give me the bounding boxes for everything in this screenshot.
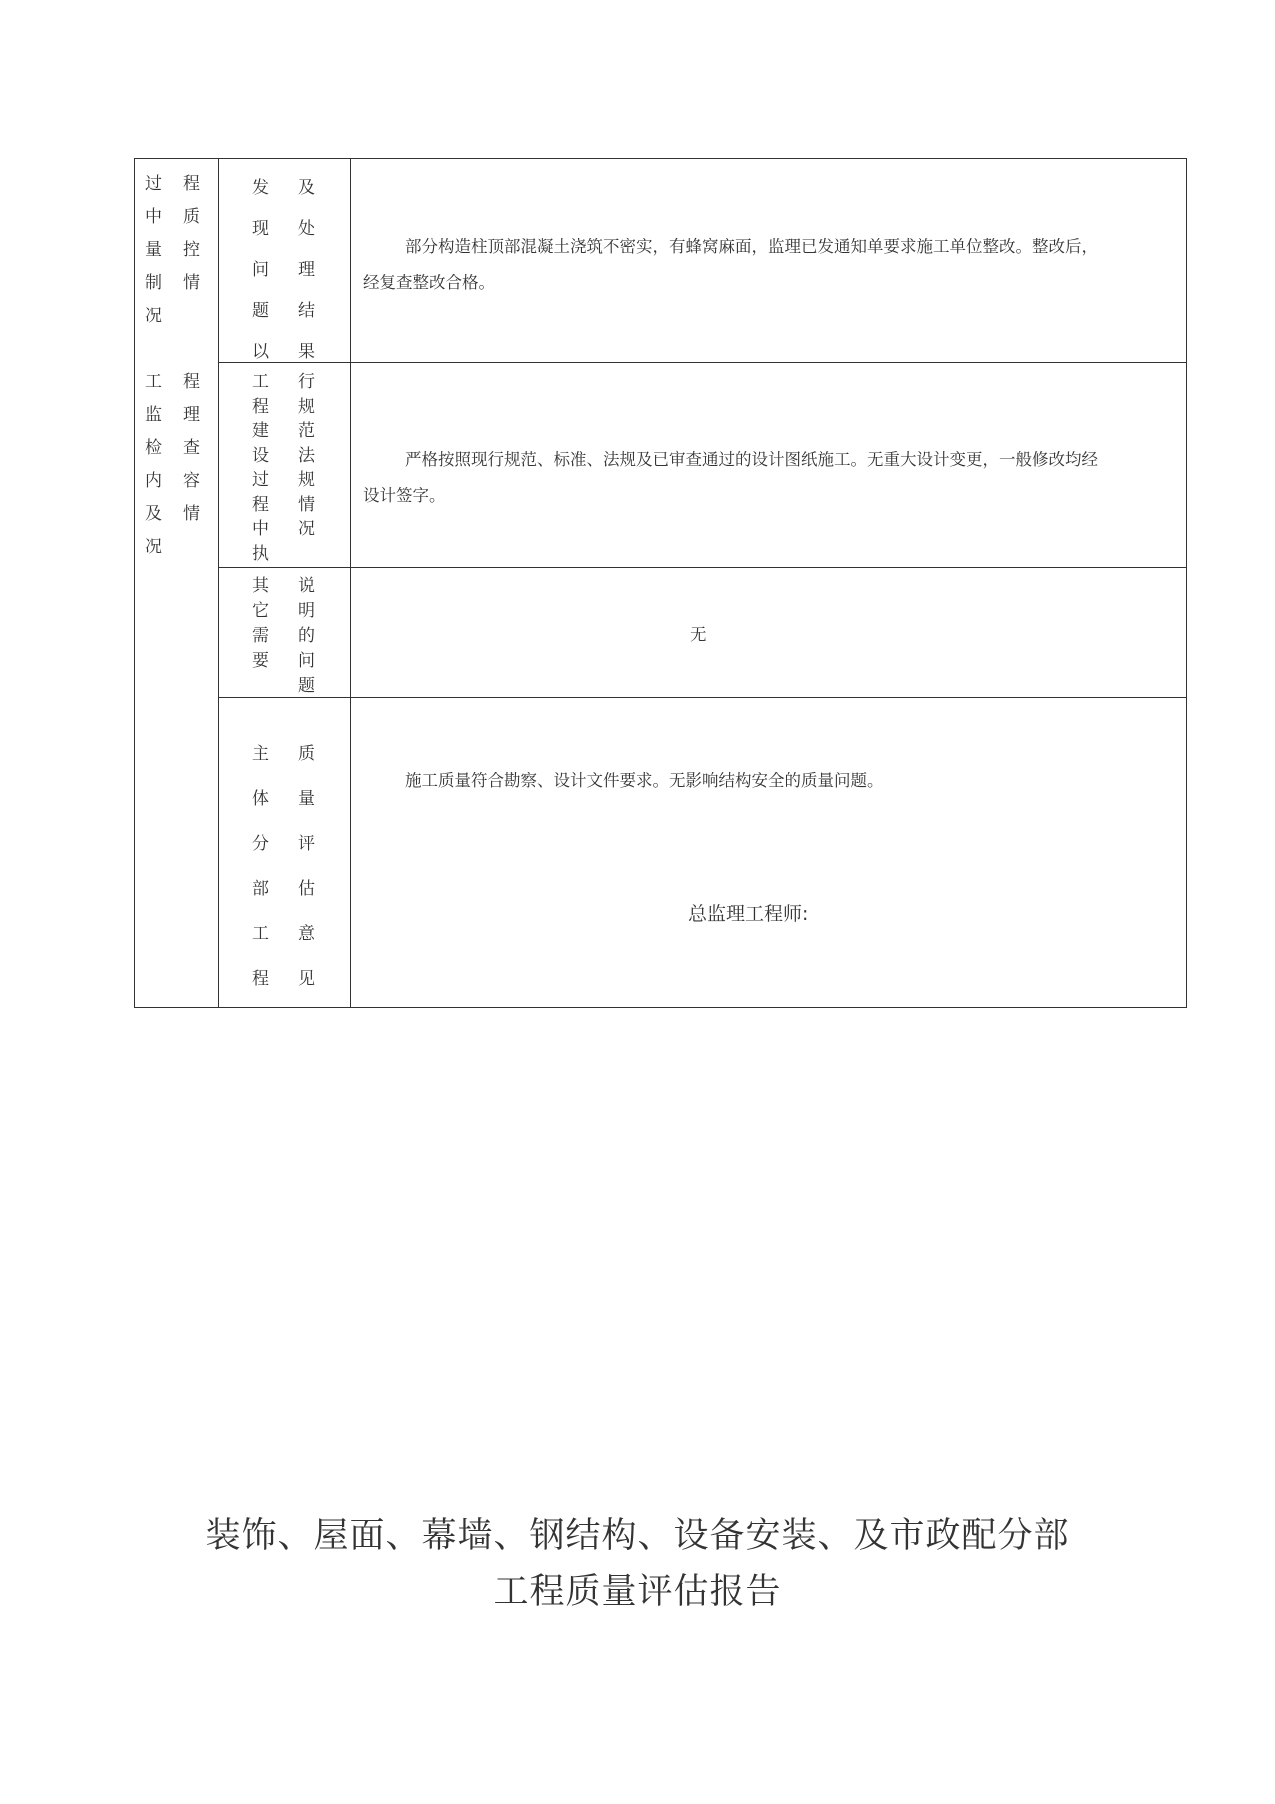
vertical-label-char: 行 — [298, 372, 315, 392]
vertical-label-char: 意 — [298, 924, 315, 944]
vertical-label-char: 题 — [298, 676, 315, 696]
vertical-label-char: 控 — [183, 240, 200, 260]
quality-table — [134, 158, 1187, 1008]
vertical-label-char: 内 — [145, 471, 162, 491]
vertical-label-char: 工 — [252, 372, 269, 392]
vertical-label-char: 中 — [145, 207, 162, 227]
vertical-label-char: 法 — [298, 445, 315, 466]
vertical-label-char: 情 — [298, 494, 315, 515]
vertical-label-char: 需 — [252, 626, 269, 646]
vertical-label-char: 情 — [183, 504, 200, 524]
vertical-label-char: 中 — [252, 519, 269, 539]
vertical-label-char: 题 — [252, 301, 269, 321]
vertical-label-char: 评 — [298, 834, 315, 854]
vertical-label-char: 量 — [145, 240, 162, 260]
chief-supervisor-signature-label: 总监理工程师: — [688, 903, 809, 925]
vertical-label-char: 容 — [183, 471, 200, 491]
vertical-label-char: 发 — [252, 178, 269, 198]
table-divider — [218, 567, 1186, 568]
vertical-label-char: 程 — [252, 396, 269, 417]
vertical-label-char: 程 — [252, 494, 269, 515]
vertical-label-char: 况 — [145, 537, 162, 557]
vertical-label-char: 及 — [298, 178, 315, 198]
vertical-label-char: 问 — [252, 260, 269, 280]
vertical-label-char: 理 — [298, 260, 315, 280]
table-divider — [218, 159, 219, 1007]
vertical-label-char: 工 — [145, 372, 162, 392]
vertical-label-char: 部 — [252, 879, 269, 899]
vertical-label-char: 结 — [298, 301, 315, 321]
row1-content: 部分构造柱顶部混凝土浇筑不密实，有蜂窝麻面，监理已发通知单要求施工单位整改。整改后，经复查整改合格。 — [363, 237, 1098, 292]
vertical-label-char: 要 — [252, 651, 269, 671]
vertical-label-char: 设 — [252, 445, 269, 466]
vertical-label-char: 查 — [183, 438, 200, 458]
vertical-label-char: 况 — [298, 519, 315, 539]
row2-content: 严格按照现行规范、标准、法规及已审查通过的设计图纸施工。无重大设计变更，一般修改均经设计签字。 — [363, 450, 1098, 505]
vertical-label-char: 以 — [252, 342, 269, 362]
vertical-label-char: 过 — [145, 174, 162, 194]
vertical-label-char: 质 — [183, 207, 200, 227]
vertical-label-char: 情 — [183, 273, 200, 293]
vertical-label-char: 过 — [252, 470, 269, 490]
vertical-label-char: 建 — [252, 421, 269, 441]
vertical-label-char: 体 — [252, 789, 269, 809]
vertical-label-char: 规 — [298, 470, 315, 490]
vertical-label-char: 其 — [252, 576, 269, 596]
vertical-label-char: 主 — [252, 744, 269, 764]
vertical-label-char: 质 — [298, 744, 315, 764]
vertical-label-char: 的 — [298, 626, 315, 646]
vertical-label-char: 规 — [298, 396, 315, 417]
vertical-label-char: 处 — [298, 219, 315, 239]
vertical-label-char: 果 — [298, 342, 315, 362]
vertical-label-char: 程 — [183, 174, 200, 194]
vertical-label-char: 估 — [298, 879, 315, 899]
vertical-label-char: 检 — [145, 438, 162, 458]
vertical-label-char: 范 — [298, 421, 315, 441]
vertical-label-char: 分 — [252, 834, 269, 854]
vertical-label-char: 工 — [252, 924, 269, 944]
row3-content: 无 — [690, 625, 707, 644]
report-title-line2: 工程质量评估报告 — [493, 1572, 782, 1612]
table-divider — [218, 362, 1186, 363]
vertical-label-char: 说 — [298, 576, 315, 596]
vertical-label-char: 及 — [145, 504, 162, 524]
vertical-label-char: 见 — [298, 969, 315, 989]
vertical-label-char: 问 — [298, 651, 315, 671]
vertical-label-char: 程 — [252, 969, 269, 989]
vertical-label-char: 执 — [252, 543, 269, 564]
vertical-label-char: 它 — [252, 601, 269, 621]
vertical-label-char: 监 — [145, 405, 162, 425]
row4-content: 施工质量符合勘察、设计文件要求。无影响结构安全的质量问题。 — [405, 771, 884, 790]
vertical-label-char: 程 — [183, 372, 200, 392]
vertical-label-char: 明 — [298, 601, 315, 621]
vertical-label-char: 量 — [298, 789, 315, 809]
table-divider — [350, 159, 351, 1007]
table-divider — [218, 697, 1186, 698]
vertical-label-char: 制 — [145, 273, 162, 293]
report-title-line1: 装饰、屋面、幕墙、钢结构、设备安装、及市政配分部 — [205, 1516, 1070, 1556]
vertical-label-char: 现 — [252, 219, 269, 239]
vertical-label-char: 况 — [145, 306, 162, 326]
vertical-label-char: 理 — [183, 405, 200, 425]
